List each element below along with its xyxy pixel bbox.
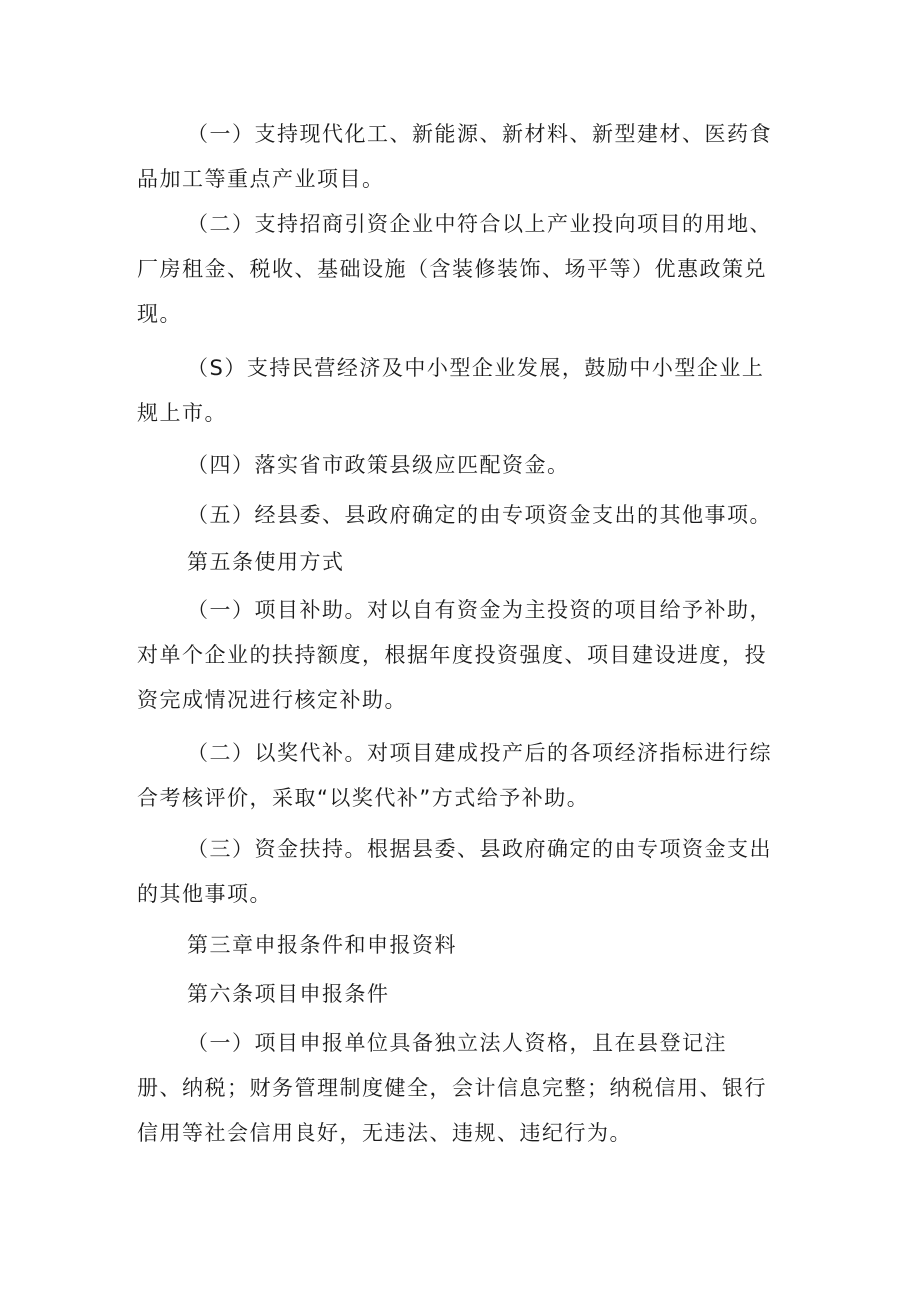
text-line: （一）支持现代化工、新能源、新材料、新型建材、医药食 (187, 122, 772, 146)
text-line: （一）项目补助。对以自有资金为主投资的项目给予补助， (187, 598, 772, 622)
text-line: （二）支持招商引资企业中符合以上产业投向项目的用地、 (187, 212, 772, 236)
article-five-heading (137, 540, 797, 585)
text-line: （二）以奖代补。对项目建成投产后的各项经济指标进行综 (187, 741, 772, 765)
text-line: 厂房租金、税收、基础设施（含装修装饰、场平等）优惠政策兑 (137, 257, 767, 281)
text-line: 的其他事项。 (137, 882, 272, 906)
text-line: （四）落实省市政策县级应匹配资金。 (187, 453, 570, 477)
paragraph-support-key-industries (137, 112, 797, 202)
text-line: 第三章申报条件和申报资料 (187, 933, 457, 957)
paragraph-support-private-economy (137, 346, 797, 436)
text-line: 资完成情况进行核定补助。 (137, 688, 407, 712)
text-line: （S）支持民营经济及中小型企业发展，鼓励中小型企业上 (187, 356, 765, 380)
text-line: 信用等社会信用良好，无违法、违规、违纪行为。 (137, 1121, 632, 1145)
text-line: 册、纳税；财务管理制度健全，会计信息完整；纳税信用、银行 (137, 1076, 767, 1100)
text-line: （五）经县委、县政府确定的由专项资金支出的其他事项。 (187, 503, 772, 527)
paragraph-matching-funds (137, 443, 797, 488)
article-six-heading (137, 972, 797, 1017)
text-line: 合考核评价，采取“以奖代补”方式给予补助。 (137, 786, 590, 810)
text-line: 第五条使用方式 (187, 550, 345, 574)
paragraph-fund-support (137, 827, 797, 917)
text-line: 规上市。 (137, 401, 227, 425)
text-line: （三）资金扶持。根据县委、县政府确定的由专项资金支出 (187, 837, 772, 861)
paragraph-other-matters (137, 493, 797, 538)
chapter-three-heading (137, 923, 797, 968)
text-line: 对单个企业的扶持额度，根据年度投资强度、项目建设进度，投 (137, 643, 767, 667)
paragraph-support-investment-policy (137, 202, 797, 337)
text-line: （一）项目申报单位具备独立法人资格，且在县登记注 (187, 1031, 727, 1055)
paragraph-project-subsidy (137, 588, 797, 723)
paragraph-reward-in-lieu (137, 731, 797, 821)
paragraph-applicant-qualification (137, 1021, 797, 1156)
text-line: 现。 (137, 302, 182, 326)
text-line: 第六条项目申报条件 (187, 982, 390, 1006)
text-line: 品加工等重点产业项目。 (137, 167, 385, 191)
